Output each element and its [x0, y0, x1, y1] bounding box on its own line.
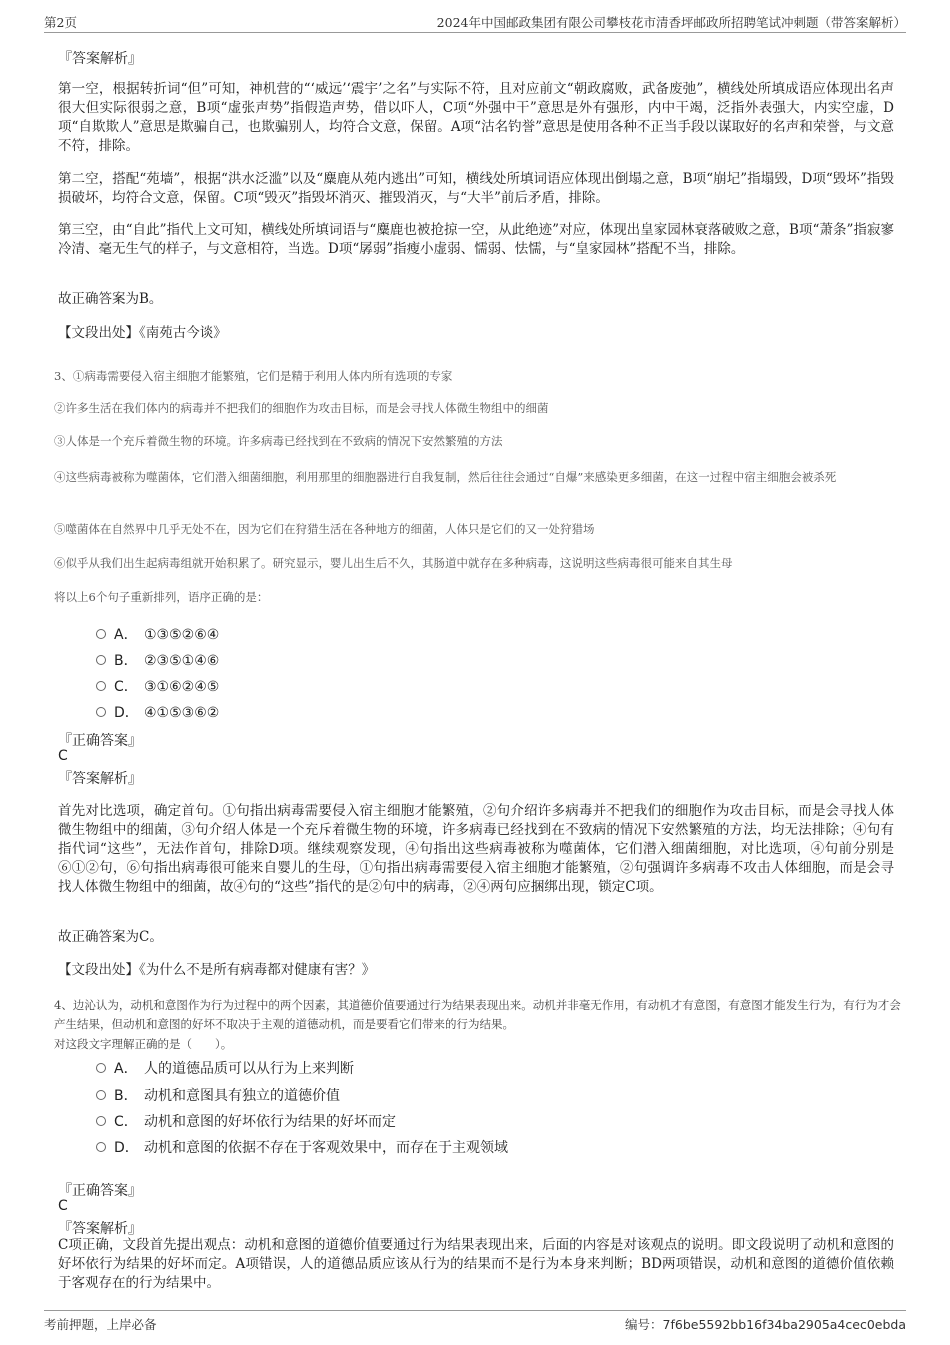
- option-text: ③①⑥②④⑤: [144, 679, 220, 695]
- radio-icon[interactable]: [96, 1090, 106, 1100]
- option-text: ①③⑤②⑥④: [144, 627, 220, 643]
- page-header: [44, 12, 906, 33]
- option-text: 人的道德品质可以从行为上来判断: [144, 1061, 354, 1077]
- q3-sentence-6: ⑥似乎从我们出生起病毒组就开始积累了。研究显示，婴儿出生后不久，其肠道中就存在多种病毒，这说明这些病毒很可能来自其生母: [54, 556, 733, 570]
- analysis-label: 『答案解析』: [58, 51, 142, 67]
- q3-conclusion: 故正确答案为C。: [58, 929, 163, 945]
- option-key: B．: [114, 1088, 138, 1104]
- q3-sentence-1: 3、①病毒需要侵入宿主细胞才能繁殖，它们是精于利用人体内所有选项的专家: [54, 369, 453, 383]
- footer-slogan: 考前押题，上岸必备: [44, 1317, 157, 1332]
- radio-icon[interactable]: [96, 655, 106, 665]
- q2-conclusion: 故正确答案为B。: [58, 291, 163, 307]
- q3-sentence-5: ⑤噬菌体在自然界中几乎无处不在，因为它们在狩猎生活在各种地方的细菌，人体只是它们的又一处狩猎场: [54, 522, 595, 536]
- q3-option-d[interactable]: [96, 702, 219, 722]
- document-code: [625, 1315, 906, 1333]
- q4-option-c[interactable]: [96, 1111, 396, 1131]
- option-text: 动机和意图具有独立的道德价值: [144, 1088, 340, 1104]
- radio-icon[interactable]: [96, 707, 106, 717]
- radio-icon[interactable]: [96, 1142, 106, 1152]
- q2-analysis-blank1: 第一空，根据转折词“但”可知，神机营的“‘威远’‘震宇’之名”与实际不符，且对应前文“朝政腐败，武备废弛”，横线处所填成语应体现出名声很大但实际很弱之意，B项“虚张声势”指假造声势，借以吓人，C项“外强中干”意思是外有强形，内中干竭，泛指外表强大，内实空虚，D项“自欺欺人”意思是欺骗自己，也欺骗别人，均符合文意，保留。A项“沽名钓誉”意思是使用各种不正当手段以谋取好的名声和荣誉，与文意不符，排除。: [58, 81, 894, 154]
- q3-correct-answer: C: [58, 748, 68, 764]
- option-key: D．: [114, 1140, 139, 1156]
- page-footer: [44, 1310, 906, 1335]
- q3-option-b[interactable]: [96, 650, 219, 670]
- option-key: D．: [114, 705, 139, 721]
- q4-analysis: C项正确，文段首先提出观点：动机和意图的道德价值要通过行为结果表现出来，后面的内容是对该观点的说明。即文段说明了动机和意图的好坏依行为结果的好坏而定。A项错误，人的道德品质应该从行为的结果而不是行为本身来判断；BD两项错误，动机和意图的道德价值依赖于客观存在的行为结果中。: [58, 1237, 894, 1291]
- q4-option-d[interactable]: [96, 1137, 508, 1157]
- option-text: 动机和意图的依据不存在于客观效果中，而存在于主观领域: [144, 1140, 508, 1156]
- radio-icon[interactable]: [96, 1063, 106, 1073]
- q4-correct-answer: C: [58, 1198, 68, 1214]
- option-key: A．: [114, 627, 138, 643]
- q4-prompt: 对这段文字理解正确的是（ ）。: [54, 1037, 233, 1051]
- document-code-label: 编号：: [625, 1317, 663, 1332]
- option-text: ④①⑤③⑥②: [144, 705, 220, 721]
- option-key: C．: [114, 1114, 138, 1130]
- q4-stem: 4、边沁认为，动机和意图作为行为过程中的两个因素，其道德价值要通过行为结果表现出来。动机并非毫无作用，有动机才有意图，有意图才能发生行为，有行为才会产生结果，但动机和意图的好坏不取决于主观的道德动机，而是要看它们带来的行为结果。: [54, 998, 901, 1031]
- option-key: C．: [114, 679, 138, 695]
- option-text: 动机和意图的好坏依行为结果的好坏而定: [144, 1114, 396, 1130]
- correct-answer-label: 『正确答案』: [58, 733, 142, 749]
- radio-icon[interactable]: [96, 681, 106, 691]
- q3-sentence-3: ③人体是一个充斥着微生物的环境。许多病毒已经找到在不致病的情况下安然繁殖的方法: [54, 434, 503, 448]
- analysis-label: 『答案解析』: [58, 771, 142, 787]
- option-text: ②③⑤①④⑥: [144, 653, 220, 669]
- page-number: 第2页: [44, 15, 77, 30]
- q3-option-c[interactable]: [96, 676, 219, 696]
- correct-answer-label: 『正确答案』: [58, 1183, 142, 1199]
- document-code-value: 7f6be5592bb16f34ba2905a4cec0ebda: [662, 1317, 906, 1332]
- q3-analysis: 首先对比选项，确定首句。①句指出病毒需要侵入宿主细胞才能繁殖，②句介绍许多病毒并不把我们的细胞作为攻击目标，而是会寻找人体微生物组中的细菌，③句介绍人体是一个充斥着微生物的环境，许多病毒已经找到在不致病的情况下安然繁殖的方法，均无法排除；④句有指代词“这些”，无法作首句，排除D项。继续观察发现，④句指出这些病毒被称为噬菌体，它们潜入细菌细胞，对比选项，④句前分别是⑥①②句，⑥句指出病毒很可能来自婴儿的生母，①句指出病毒需要侵入宿主细胞才能繁殖，②句强调许多病毒不攻击人体细胞，而是会寻找人体微生物组中的细菌，故④句的“这些”指代的是②句中的病毒，②④两句应捆绑出现，锁定C项。: [58, 803, 894, 895]
- analysis-label: 『答案解析』: [58, 1221, 142, 1237]
- q3-sentence-2: ②许多生活在我们体内的病毒并不把我们的细胞作为攻击目标，而是会寻找人体微生物组中的细菌: [54, 401, 549, 415]
- q3-source: 【文段出处】《为什么不是所有病毒都对健康有害？》: [58, 962, 376, 978]
- q2-analysis-blank3: 第三空，由“自此”指代上文可知，横线处所填词语与“麋鹿也被抢掠一空，从此绝迹”对应，体现出皇家园林衰落破败之意，B项“萧条”指寂寥冷清、毫无生气的样子，与文意相符，当选。D项“孱弱”指瘦小虚弱、懦弱、怯懦，与“皇家园林”搭配不当，排除。: [58, 222, 894, 257]
- q4-option-a[interactable]: [96, 1058, 354, 1078]
- q2-analysis-blank2: 第二空，搭配“苑墙”，根据“洪水泛滥”以及“麋鹿从苑内逃出”可知，横线处所填词语应体现出倒塌之意，B项“崩圮”指塌毁，D项“毁坏”指毁损破坏，均符合文意，保留。C项“毁灭”指毁坏消灭、摧毁消灭，与“大半”前后矛盾，排除。: [58, 171, 894, 206]
- option-key: B．: [114, 653, 138, 669]
- radio-icon[interactable]: [96, 629, 106, 639]
- radio-icon[interactable]: [96, 1116, 106, 1126]
- q3-option-a[interactable]: [96, 624, 219, 644]
- document-title: 2024年中国邮政集团有限公司攀枝花市清香坪邮政所招聘笔试冲刺题（带答案解析）: [436, 15, 906, 30]
- q4-option-b[interactable]: [96, 1085, 340, 1105]
- option-key: A．: [114, 1061, 138, 1077]
- q3-sentence-4: ④这些病毒被称为噬菌体，它们潜入细菌细胞，利用那里的细胞器进行自我复制，然后往往会通过“自爆”来感染更多细菌，在这一过程中宿主细胞会被杀死: [54, 470, 837, 484]
- q2-source: 【文段出处】《南苑古今谈》: [58, 325, 227, 341]
- q3-prompt: 将以上6个句子重新排列，语序正确的是：: [54, 590, 269, 604]
